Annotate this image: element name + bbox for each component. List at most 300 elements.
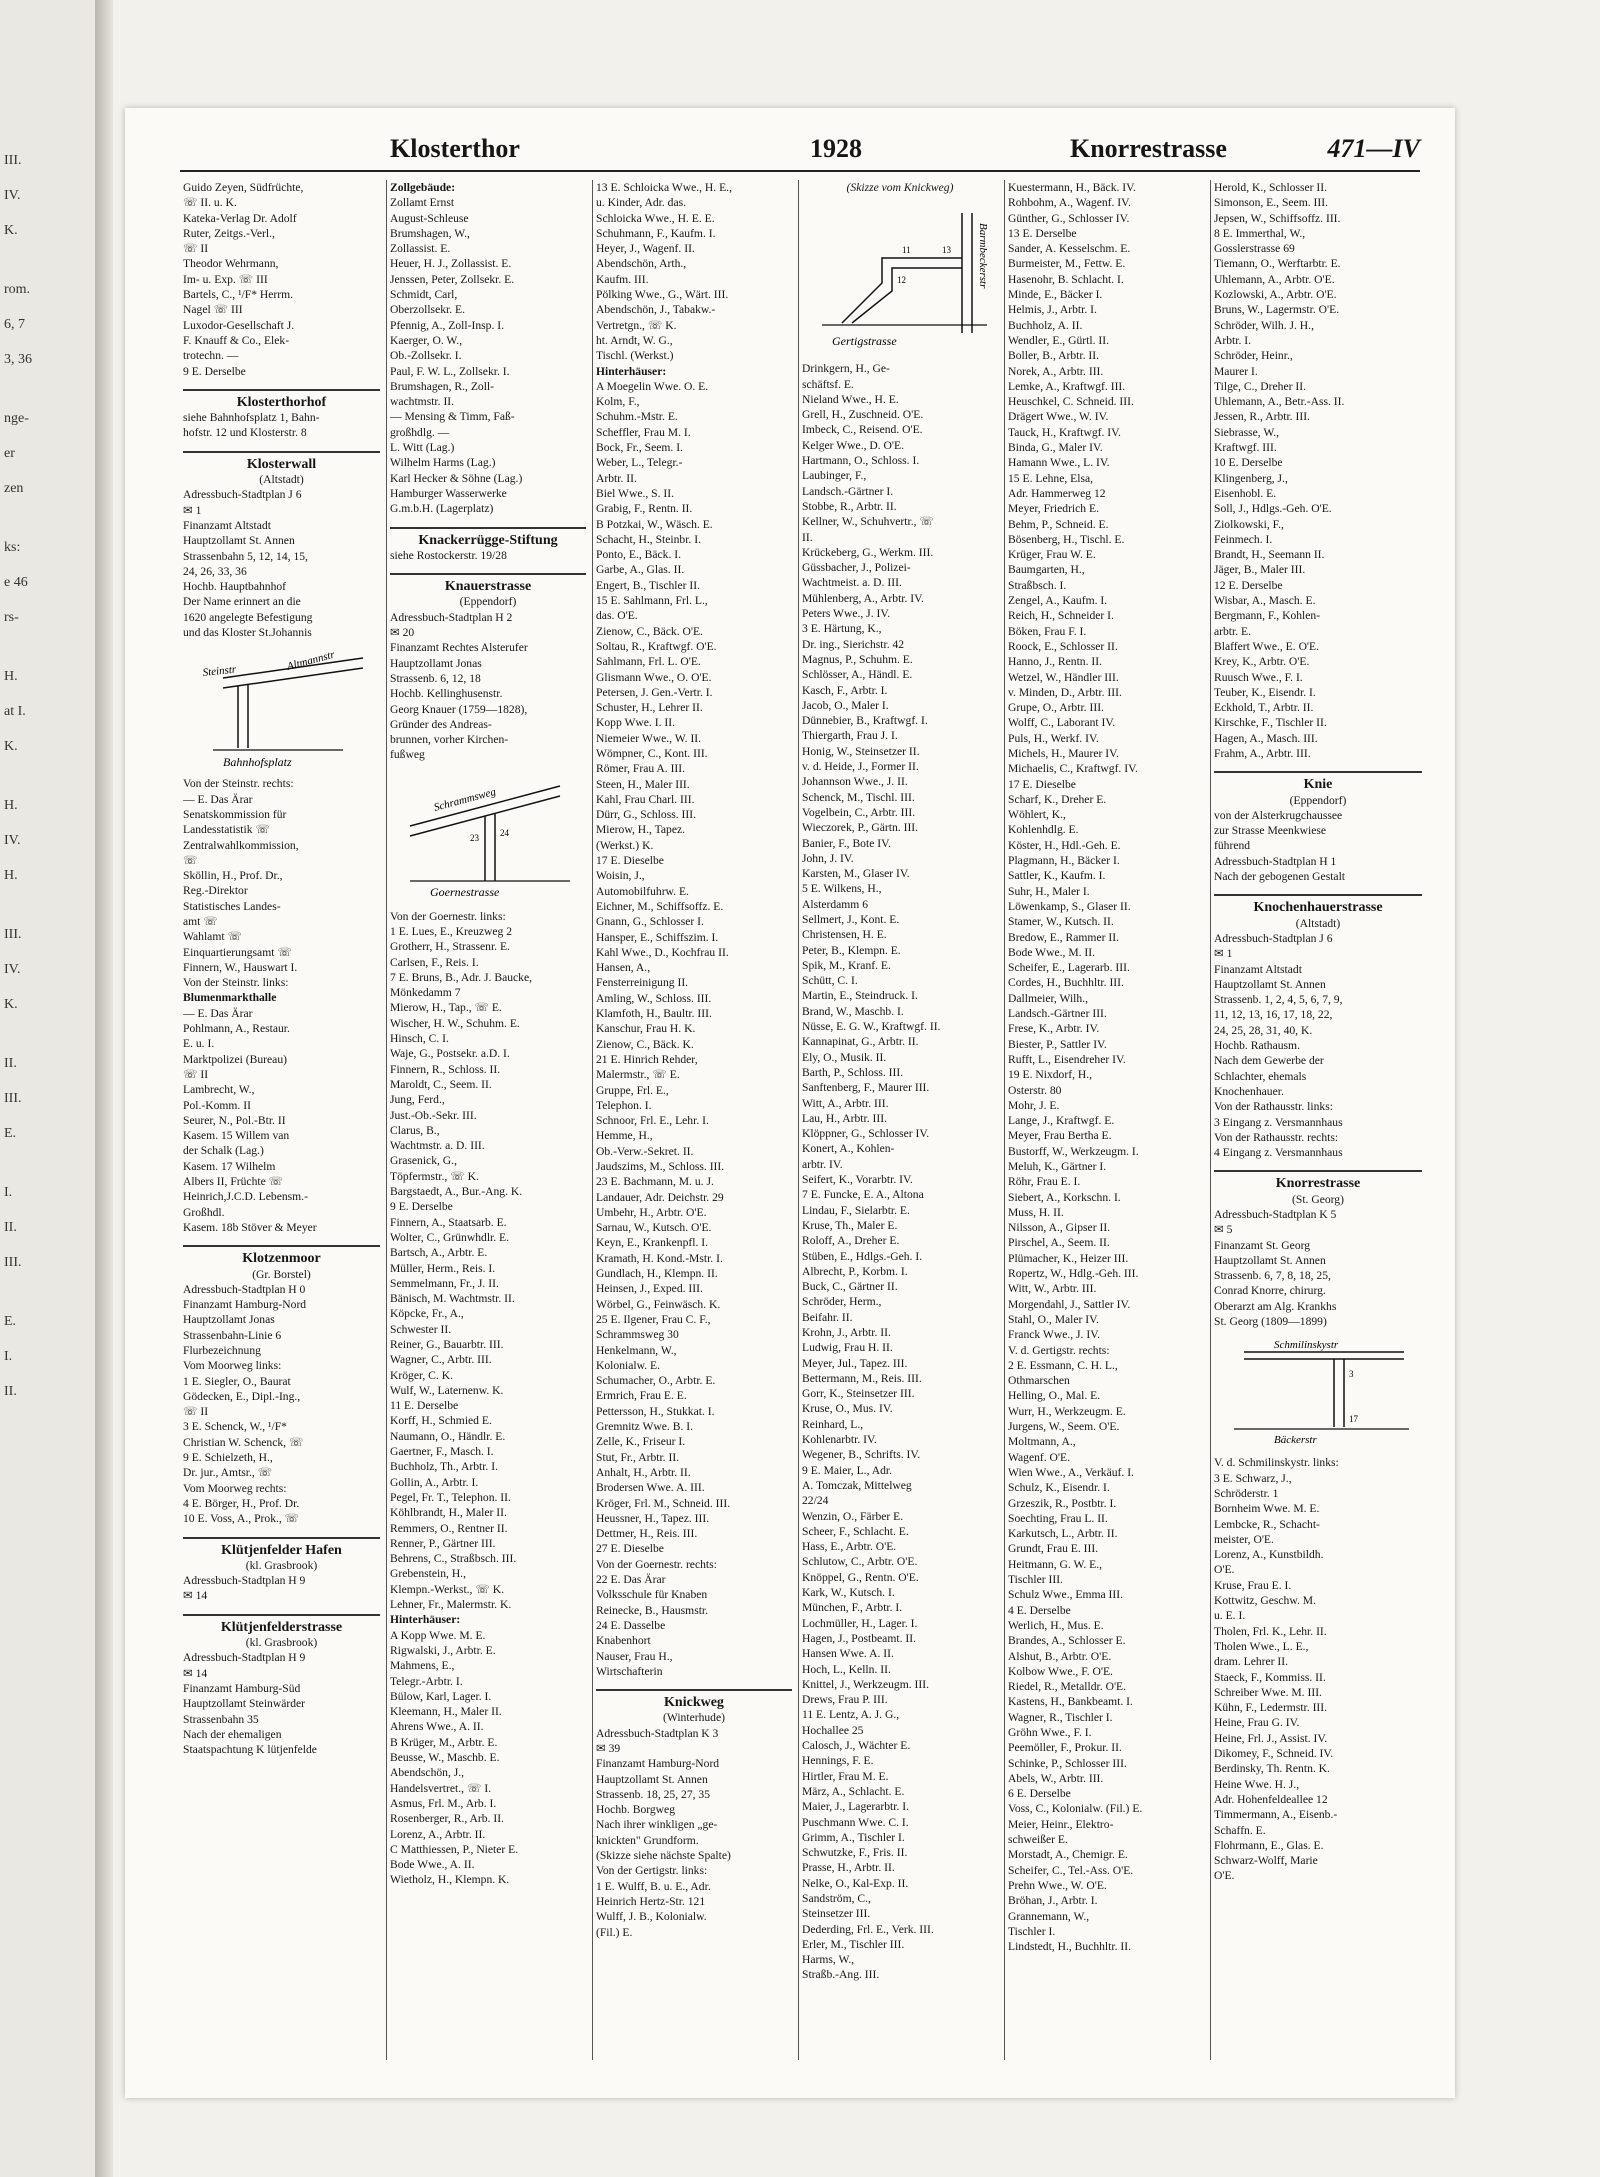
directory-line: Lemke, A., Kraftwgf. III. xyxy=(1008,379,1126,393)
directory-line: Grabig, F., Rentn. II. xyxy=(596,502,693,516)
directory-line: Tischl. (Werkst.) xyxy=(596,349,674,363)
district-label: (St. Georg) xyxy=(1292,1192,1344,1206)
directory-line: Plagmann, H., Bäcker I. xyxy=(1008,854,1120,868)
sketch-label-13: 13 xyxy=(942,245,951,256)
directory-line: Von der Steinstr. rechts: xyxy=(183,777,294,791)
directory-line: Kasem. 15 Willem van xyxy=(183,1129,290,1143)
left-page-fragment: IV. xyxy=(4,833,21,848)
directory-line: Seurer, N., Pol.-Btr. II xyxy=(183,1113,286,1127)
directory-line: Kasem. 18b Stöver & Meyer xyxy=(183,1220,317,1234)
directory-line: ☏ II xyxy=(183,1067,209,1081)
directory-line: Kottwitz, Geschw. M. xyxy=(1214,1594,1316,1608)
directory-line: Strassenbahn 35 xyxy=(183,1712,259,1726)
directory-line: 11 E. Lentz, A. J. G., xyxy=(802,1708,900,1722)
directory-line: u. E. I. xyxy=(1214,1609,1246,1623)
directory-line: Schuhmann, F., Kaufm. I. xyxy=(596,226,716,240)
directory-line: Römer, Frau A. III. xyxy=(596,762,686,776)
directory-line: Kasem. 17 Wilhelm xyxy=(183,1159,276,1173)
left-page-fragment: II. xyxy=(4,1056,17,1071)
directory-line: Gorr, K., Steinsetzer III. xyxy=(802,1387,915,1401)
knauerstrasse-info xyxy=(390,610,586,763)
directory-line: Adr. Hammerweg 12 xyxy=(1008,486,1106,500)
directory-line: Korff, H., Schmied E. xyxy=(390,1414,492,1428)
directory-line: amt ☏ xyxy=(183,914,218,928)
directory-line: Adressbuch-Stadtplan J 6 xyxy=(1214,931,1333,945)
directory-line: Hamann Wwe., L. IV. xyxy=(1008,456,1110,470)
directory-line: Gödecken, E., Dipl.-Ing., xyxy=(183,1389,301,1403)
directory-line: Kahl, Frau Charl. III. xyxy=(596,792,695,806)
directory-line: Finanzamt Hamburg-Süd xyxy=(183,1681,301,1695)
directory-line: Kolonialw. E. xyxy=(596,1358,660,1372)
directory-line: Schröderstr. 1 xyxy=(1214,1486,1279,1500)
directory-line: Eckhold, T., Arbtr. II. xyxy=(1214,701,1314,715)
sketch-label-baeckerstr: Bäckerstr xyxy=(1274,1434,1317,1447)
sketch-label-steinstr: Steinstr xyxy=(202,663,237,680)
directory-line: Knittel, J., Werkzeugm. III. xyxy=(802,1677,929,1691)
directory-line: Kopp Wwe. I. II. xyxy=(596,716,675,730)
directory-line: Vom Moorweg rechts: xyxy=(183,1481,287,1495)
directory-line: Wilhelm Harms (Lag.) xyxy=(390,456,496,470)
directory-line: Maurer I. xyxy=(1214,364,1258,378)
directory-line: Jurgens, W., Seem. O'E. xyxy=(1008,1420,1120,1434)
directory-line: Schacht, H., Steinbr. I. xyxy=(596,532,701,546)
directory-line: Finnern, W., Hauswart I. xyxy=(183,960,298,974)
directory-line: Clarus, B., xyxy=(390,1123,440,1137)
directory-line: Pol.-Komm. II xyxy=(183,1098,251,1112)
directory-line: Buchholz, Th., Arbtr. I. xyxy=(390,1460,498,1474)
street-sketch-klosterwall xyxy=(183,648,380,768)
knorrestrasse-info xyxy=(1214,1207,1422,1329)
directory-line: Krückeberg, G., Werkm. III. xyxy=(802,545,934,559)
directory-line: Finnern, A., Staatsarb. E. xyxy=(390,1215,507,1229)
directory-line: schäftsf. E. xyxy=(802,377,854,391)
directory-line: Albers II, Früchte ☏ xyxy=(183,1175,284,1189)
directory-line: ht. Arndt, W. G., xyxy=(596,333,673,347)
directory-line: Biel Wwe., S. II. xyxy=(596,486,675,500)
directory-line: ✉ 39 xyxy=(596,1741,621,1755)
directory-line: Peters Wwe., J. IV. xyxy=(802,607,891,621)
directory-line: Heuschkel, C. Schneid. III. xyxy=(1008,395,1134,409)
directory-line: Mönkedamm 7 xyxy=(390,986,461,1000)
directory-line: Ponto, E., Bäck. I. xyxy=(596,548,682,562)
directory-line: 7 E. Bruns, B., Adr. J. Baucke, xyxy=(390,970,533,984)
directory-line: führend xyxy=(1214,839,1251,853)
directory-line: 3 E. Härtung, K., xyxy=(802,622,882,636)
directory-line: Bock, Fr., Seem. I. xyxy=(596,441,683,455)
directory-line: Othmarschen xyxy=(1008,1374,1070,1388)
directory-line: Muss, H. II. xyxy=(1008,1205,1064,1219)
directory-line: knickten" Grundform. xyxy=(596,1833,699,1847)
left-page-fragment: I. xyxy=(4,1185,13,1200)
directory-line: Wörbel, G., Feinwäsch. K. xyxy=(596,1297,721,1311)
sketch-label-schmilinskystr: Schmilinskystr xyxy=(1274,1339,1339,1352)
directory-line: Kirschke, F., Tischler II. xyxy=(1214,716,1327,730)
directory-line: Nagel ☏ III xyxy=(183,303,243,317)
directory-line: 9 E. Maier, L., Adr. xyxy=(802,1463,893,1477)
directory-line: Köhlbrandt, H., Maler II. xyxy=(390,1506,507,1520)
directory-line: Gruppe, Frl. E., xyxy=(596,1083,669,1097)
directory-line: Burmeister, M., Fettw. E. xyxy=(1008,257,1126,271)
directory-line: V. d. Gertigstr. rechts: xyxy=(1008,1343,1110,1357)
directory-line: Gremnitz Wwe. B. I. xyxy=(596,1420,694,1434)
directory-line: Hamburger Wasserwerke xyxy=(390,486,507,500)
directory-line: Finnern, R., Schloss. II. xyxy=(390,1062,501,1076)
directory-line: Georg Knauer (1759—1828), xyxy=(390,702,528,716)
directory-line: Barth, P., Schloss. III. xyxy=(802,1065,904,1079)
directory-line: 3 E. Schwarz, J., xyxy=(1214,1471,1292,1485)
directory-line: Großhdl. xyxy=(183,1205,225,1219)
directory-line: Semmelmann, Fr., J. II. xyxy=(390,1276,499,1290)
directory-line: Strassenbahn-Linie 6 xyxy=(183,1328,282,1342)
col2-entries xyxy=(390,180,586,517)
left-page-fragment: nge- xyxy=(4,411,29,426)
directory-line: Glismann Wwe., O. O'E. xyxy=(596,670,712,684)
directory-line: Schaffn. E. xyxy=(1214,1823,1266,1837)
district-label: (Eppendorf) xyxy=(1289,793,1347,807)
directory-line: Gollin, A., Arbtr. I. xyxy=(390,1475,479,1489)
directory-line: Meluh, K., Gärtner I. xyxy=(1008,1160,1107,1173)
directory-line: Vertretgn., ☏ K. xyxy=(596,318,677,332)
directory-line: Wagner, C., Arbtr. III. xyxy=(390,1353,492,1367)
directory-line: Kruse, Th., Maler E. xyxy=(802,1218,898,1232)
directory-line: Adressbuch-Stadtplan H 9 xyxy=(183,1651,306,1665)
directory-line: Brodersen Wwe. A. III. xyxy=(596,1481,705,1495)
directory-line: ✉ 1 xyxy=(1214,947,1233,961)
directory-line: Schuhm.-Mstr. E. xyxy=(596,410,678,424)
directory-line: Bänisch, M. Wachtmstr. II. xyxy=(390,1292,515,1306)
directory-line: 6 E. Derselbe xyxy=(1008,1787,1071,1801)
directory-line: Oberzollsekr. E. xyxy=(390,303,466,317)
directory-line: Hagen, J., Postbeamt. II. xyxy=(802,1631,916,1645)
directory-line: Jaudszims, M., Schloss. III. xyxy=(596,1160,725,1173)
directory-line: Theodor Wehrmann, xyxy=(183,257,279,271)
directory-line: Luxodor-Gesellschaft J. xyxy=(183,318,295,332)
directory-line: Nach dem Gewerbe der xyxy=(1214,1054,1324,1068)
directory-line: Nilsson, A., Gipser II. xyxy=(1008,1221,1111,1235)
directory-line: 22 E. Das Ärar xyxy=(596,1573,666,1587)
directory-line: Schröder, Heinr., xyxy=(1214,349,1293,363)
directory-line: Nach ihrer winkligen „ge- xyxy=(596,1818,718,1832)
directory-line: Zollamt Ernst xyxy=(390,196,455,210)
directory-line: Statistisches Landes- xyxy=(183,899,281,913)
directory-line: Kleemann, H., Maler II. xyxy=(390,1705,502,1719)
directory-line: Wolff, C., Laborant IV. xyxy=(1008,716,1116,730)
directory-line: ☏ II. u. K. xyxy=(183,196,237,210)
directory-line: Steen, H., Maler III. xyxy=(596,777,690,791)
directory-line: Helmis, J., Arbtr. I. xyxy=(1008,303,1097,317)
directory-line: Ziolkowski, F., xyxy=(1214,517,1284,531)
directory-line: Jäger, B., Maler III. xyxy=(1214,563,1306,577)
directory-line: Helling, O., Mal. E. xyxy=(1008,1389,1101,1403)
directory-line: Banier, F., Bote IV. xyxy=(802,836,891,850)
directory-line: Hochallee 25 xyxy=(802,1723,864,1737)
directory-line: Finanzamt Hamburg-Nord xyxy=(183,1298,307,1312)
directory-line: Nauser, Frau H., xyxy=(596,1649,673,1663)
directory-line: Von der Goernestr. links: xyxy=(390,909,506,923)
directory-line: Hochb. Hauptbahnhof xyxy=(183,580,287,594)
directory-line: Bruns, W., Lagermstr. O'E. xyxy=(1214,303,1340,317)
directory-line: Reich, H., Schneider I. xyxy=(1008,609,1114,623)
directory-line: Schinke, P., Schlosser III. xyxy=(1008,1756,1127,1770)
directory-line: Finanzamt Rechtes Alsterufer xyxy=(390,641,528,655)
directory-line: Guido Zeyen, Südfrüchte, xyxy=(183,181,304,194)
directory-line: zur Strasse Meenkwiese xyxy=(1214,824,1327,838)
directory-line: Albrecht, P., Korbm. I. xyxy=(802,1264,908,1278)
directory-line: Finanzamt Altstadt xyxy=(183,518,271,532)
directory-line: O'E. xyxy=(1214,1563,1235,1577)
directory-line: Ludwig, Frau H. II. xyxy=(802,1341,893,1355)
directory-line: Carlsen, F., Reis. I. xyxy=(390,955,479,969)
knorrestrasse-entries xyxy=(1214,1455,1422,1883)
directory-line: (Skizze siehe nächste Spalte) xyxy=(596,1849,731,1863)
left-page-fragments xyxy=(4,150,92,1440)
directory-line: Siebert, A., Korkschn. I. xyxy=(1008,1190,1121,1204)
directory-line: Adressbuch-Stadtplan H 9 xyxy=(183,1574,306,1588)
directory-line: Kahl Wwe., D., Kochfrau II. xyxy=(596,945,729,959)
sketch-label-3: 3 xyxy=(1349,1369,1354,1380)
street-sketch-knorrestrasse xyxy=(1214,1337,1422,1447)
directory-line: Dederding, Frl. E., Verk. III. xyxy=(802,1922,934,1936)
directory-line: Tischler I. xyxy=(1008,1924,1056,1938)
directory-line: Brumshagen, W., xyxy=(390,226,470,240)
directory-line: Schulz, K., Eisendr. I. xyxy=(1008,1481,1110,1495)
directory-line: 17 E. Dieselbe xyxy=(596,854,664,868)
directory-line: Scheer, F., Schlacht. E. xyxy=(802,1524,909,1538)
klotzenmoor-entries xyxy=(183,1282,380,1527)
directory-line: Hinterhäuser: xyxy=(596,364,667,378)
directory-line: Sellmert, J., Kont. E. xyxy=(802,912,900,926)
directory-line: trotechn. — xyxy=(183,349,239,363)
directory-line: Adressbuch-Stadtplan H 1 xyxy=(1214,854,1337,868)
directory-line: Michaelis, C., Kraftwgf. IV. xyxy=(1008,762,1138,776)
sketch-label-11: 11 xyxy=(902,245,911,256)
sketch-label-goernestrasse: Goernestrasse xyxy=(430,884,500,899)
directory-line: Hasenohr, B. Schlacht. I. xyxy=(1008,272,1124,286)
directory-line: Cordes, H., Buchhltr. III. xyxy=(1008,976,1124,990)
directory-line: Timmermann, A., Eisenb.- xyxy=(1214,1808,1338,1822)
left-page-fragment: III. xyxy=(4,153,22,168)
directory-line: Nach der ehemaligen xyxy=(183,1727,282,1741)
directory-line: Jung, Ferd., xyxy=(390,1093,445,1107)
directory-line: Kröger, C. K. xyxy=(390,1368,453,1382)
directory-line: Lehner, Fr., Malermstr. K. xyxy=(390,1598,512,1612)
header-first-street: Klosterthor xyxy=(390,134,520,163)
directory-line: Imbeck, C., Reisend. O'E. xyxy=(802,423,923,437)
directory-line: Grundt, Frau E. III. xyxy=(1008,1542,1099,1556)
directory-line: Jessen, R., Arbtr. III. xyxy=(1214,410,1310,424)
directory-line: Landesstatistik ☏ xyxy=(183,823,270,837)
directory-line: Der Name erinnert an die xyxy=(183,595,301,609)
directory-line: Morgendahl, J., Sattler IV. xyxy=(1008,1297,1131,1311)
column-2 xyxy=(386,180,589,2060)
directory-line: Minde, E., Bäcker I. xyxy=(1008,288,1103,302)
directory-line: Pohlmann, A., Restaur. xyxy=(183,1022,290,1036)
sketch-label-gertigstrasse: Gertigstrasse xyxy=(832,334,897,349)
directory-line: Anhalt, H., Arbtr. II. xyxy=(596,1465,691,1479)
directory-line: Klamfoth, H., Baultr. III. xyxy=(596,1007,712,1021)
directory-line: Wischer, H. W., Schuhm. E. xyxy=(390,1016,520,1030)
left-page-fragment: rs- xyxy=(4,610,19,625)
directory-line: 11 E. Derselbe xyxy=(390,1399,459,1413)
directory-line: 1 E. Lues, E., Kreuzweg 2 xyxy=(390,924,513,938)
left-page-fragment: er xyxy=(4,446,15,461)
directory-line: Simonson, E., Seem. III. xyxy=(1214,196,1328,210)
directory-line: Kozlowski, A., Arbtr. O'E. xyxy=(1214,288,1337,302)
directory-line: 21 E. Hinrich Rehder, xyxy=(596,1052,698,1066)
directory-line: 17 E. Dieselbe xyxy=(1008,777,1076,791)
directory-line: Nüsse, E. G. W., Kraftwgf. II. xyxy=(802,1020,941,1034)
directory-line: Lindstedt, H., Buchhltr. II. xyxy=(1008,1940,1132,1954)
directory-line: Woisin, J., xyxy=(596,869,645,883)
directory-line: 24 E. Dasselbe xyxy=(596,1618,666,1632)
directory-line: Lochmüller, H., Lager. I. xyxy=(802,1616,918,1630)
directory-line: Hansen, A., xyxy=(596,961,651,975)
left-page-fragment: II. xyxy=(4,1220,17,1235)
directory-line: ☏ xyxy=(183,853,198,867)
directory-line: Niemeier Wwe., W. II. xyxy=(596,731,702,745)
directory-line: Schlutow, C., Arbtr. O'E. xyxy=(802,1555,918,1569)
directory-line: Siebrasse, W., xyxy=(1214,425,1280,439)
directory-line: Frese, K., Arbtr. IV. xyxy=(1008,1022,1100,1036)
left-page-fragment: at I. xyxy=(4,704,26,719)
left-page-fragment: e 46 xyxy=(4,575,28,590)
directory-line: und das Kloster St.Johannis xyxy=(183,626,312,640)
knauerstrasse-entries xyxy=(390,909,586,1888)
directory-line: Steinsetzer III. xyxy=(802,1907,871,1921)
directory-line: Baumgarten, H., xyxy=(1008,563,1085,577)
directory-line: Pirschel, A., Seem. II. xyxy=(1008,1236,1110,1250)
directory-line: Heyer, J., Wagenf. II. xyxy=(596,242,695,256)
kluetjenfelder-hafen-entries xyxy=(183,1573,380,1604)
directory-line: Sattler, K., Kaufm. I. xyxy=(1008,869,1106,883)
directory-line: Seifert, K., Vorarbtr. IV. xyxy=(802,1173,913,1187)
directory-line: Kanschur, Frau H. K. xyxy=(596,1022,696,1036)
directory-line: Sander, A. Kesselschm. E. xyxy=(1008,242,1131,256)
directory-line: Teuber, K., Eisendr. I. xyxy=(1214,685,1316,699)
left-page-fragment: III. xyxy=(4,1255,22,1270)
directory-line: Spik, M., Kranf. E. xyxy=(802,958,891,972)
directory-line: Grebenstein, H., xyxy=(390,1567,466,1581)
directory-line: 8 E. Immerthal, W., xyxy=(1214,226,1306,240)
directory-line: Suhr, H., Maler I. xyxy=(1008,884,1090,898)
directory-line: Pegel, Fr. T., Telephon. II. xyxy=(390,1490,511,1504)
left-page-fragment: ks: xyxy=(4,540,21,555)
directory-line: Dallmeier, Wilh., xyxy=(1008,991,1088,1005)
directory-line: Wurr, H., Werkzeugm. E. xyxy=(1008,1404,1126,1418)
directory-line: dram. Lehrer II. xyxy=(1214,1655,1289,1669)
directory-line: 1 E. Wulff, B. u. E., Adr. xyxy=(596,1879,711,1893)
left-page-fragment: H. xyxy=(4,868,18,883)
directory-line: Tauck, H., Kraftwgf. IV. xyxy=(1008,425,1121,439)
directory-line: 11, 12, 13, 16, 17, 18, 22, xyxy=(1214,1008,1333,1022)
directory-line: Hanno, J., Rentn. II. xyxy=(1008,655,1103,669)
directory-line: Ropertz, W., Hdlg.-Geh. III. xyxy=(1008,1267,1139,1281)
directory-line: Mierow, H., Tapez. xyxy=(596,823,686,837)
section-heading-knauerstrasse: Knauerstrasse xyxy=(390,573,586,594)
directory-line: Hinterhäuser: xyxy=(390,1613,461,1627)
directory-line: Amling, W., Schloss. III. xyxy=(596,991,712,1005)
directory-line: Hauptzollamt Jonas xyxy=(183,1313,275,1327)
directory-line: ✉ 14 xyxy=(183,1589,208,1603)
left-page-fragment: K. xyxy=(4,997,18,1012)
directory-line: Frahm, A., Arbtr. III. xyxy=(1214,746,1311,760)
directory-line: Knabenhort xyxy=(596,1634,651,1648)
directory-line: Bargstaedt, A., Bur.-Ang. K. xyxy=(390,1185,523,1199)
directory-line: Wagenf. O'E. xyxy=(1008,1450,1070,1464)
directory-line: 13 E. Schloicka Wwe., H. E., xyxy=(596,181,732,194)
directory-line: Renner, P., Gärtner III. xyxy=(390,1536,496,1550)
directory-line: Lorenz, A., Arbtr. II. xyxy=(390,1827,486,1841)
directory-line: Hoch, L., Kelln. II. xyxy=(802,1662,891,1676)
directory-line: Pettersson, H., Stukkat. I. xyxy=(596,1404,715,1418)
directory-line: Johannson Wwe., J. II. xyxy=(802,775,908,789)
directory-line: Einquartierungsamt ☏ xyxy=(183,945,292,959)
left-page-fragment: E. xyxy=(4,1314,17,1329)
directory-line: Kolm, F., xyxy=(596,395,640,409)
directory-line: Schwester II. xyxy=(390,1322,452,1336)
directory-line: — Mensing & Timm, Faß- xyxy=(390,410,515,424)
directory-line: Rohbohm, A., Wagenf. IV. xyxy=(1008,196,1131,210)
left-page-fragment: II. xyxy=(4,1384,17,1399)
district-label: (Eppendorf) xyxy=(459,595,517,609)
directory-line: Meyer, Frau Bertha E. xyxy=(1008,1129,1112,1143)
directory-line: Adressbuch-Stadtplan H 0 xyxy=(183,1282,306,1296)
directory-line: 4 E. Derselbe xyxy=(1008,1603,1071,1617)
directory-line: Jacob, O., Maler I. xyxy=(802,698,889,712)
directory-line: Beusse, W., Maschb. E. xyxy=(390,1751,500,1765)
directory-line: Gundlach, H., Klempn. II. xyxy=(596,1267,718,1281)
directory-line: Finanzamt Hamburg-Nord xyxy=(596,1757,720,1771)
col4-entries xyxy=(802,361,998,1982)
directory-line: Arbtr. II. xyxy=(596,471,637,485)
col1-entries xyxy=(183,180,380,379)
directory-line: Roock, E., Schlosser II. xyxy=(1008,639,1118,653)
directory-line: Abels, W., Arbtr. III. xyxy=(1008,1771,1104,1785)
district-label: (Altstadt) xyxy=(259,473,304,487)
directory-line: Bornheim Wwe. M. E. xyxy=(1214,1502,1320,1516)
directory-line: Brumshagen, R., Zoll- xyxy=(390,379,495,393)
directory-line: Fensterreinigung II. xyxy=(596,976,689,990)
directory-line: Köpcke, Fr., A., xyxy=(390,1307,464,1321)
directory-line: G.m.b.H. (Lagerplatz) xyxy=(390,502,494,516)
directory-line: 5 E. Wilkens, H., xyxy=(802,882,882,896)
directory-line: Von der Rathausstr. links: xyxy=(1214,1100,1333,1114)
directory-line: Soltau, R., Kraftwgf. O'E. xyxy=(596,639,717,653)
section-heading-kluetjenfelderstrasse: Klütjenfelderstrasse xyxy=(183,1614,380,1635)
directory-line: Mohr, J. E. xyxy=(1008,1098,1060,1112)
col3-entries xyxy=(596,180,792,1679)
directory-line: Bergmann, F., Kohlen- xyxy=(1214,609,1321,623)
directory-line: Laubinger, F., xyxy=(802,469,867,483)
directory-line: Kuestermann, H., Bäck. IV. xyxy=(1008,181,1136,194)
directory-line: Keyn, E., Krankenpfl. I. xyxy=(596,1236,709,1250)
directory-line: Grasenick, G., xyxy=(390,1154,457,1168)
directory-line: Osterstr. 80 xyxy=(1008,1083,1062,1097)
directory-line: Strassenbahn 5, 12, 14, 15, xyxy=(183,549,308,563)
directory-line: Tholen Wwe., L. E., xyxy=(1214,1639,1309,1653)
directory-line: Köster, H., Hdl.-Geh. E. xyxy=(1008,838,1121,852)
directory-line: Tischler III. xyxy=(1008,1573,1063,1587)
directory-line: Scharf, K., Dreher E. xyxy=(1008,792,1107,806)
directory-line: Hochb. Kellinghusenstr. xyxy=(390,687,503,701)
directory-line: Reinhard, L., xyxy=(802,1417,864,1431)
directory-line: B Krüger, M., Arbtr. E. xyxy=(390,1735,498,1749)
directory-line: Abendschön, J., Tabakw.- xyxy=(596,303,716,317)
left-page-fragment: 6, 7 xyxy=(4,317,25,332)
directory-line: Wachtmeist. a. D. III. xyxy=(802,576,902,590)
directory-line: Sahlmann, Frl. L. O'E. xyxy=(596,655,701,669)
directory-line: Scheffler, Frau M. I. xyxy=(596,425,691,439)
